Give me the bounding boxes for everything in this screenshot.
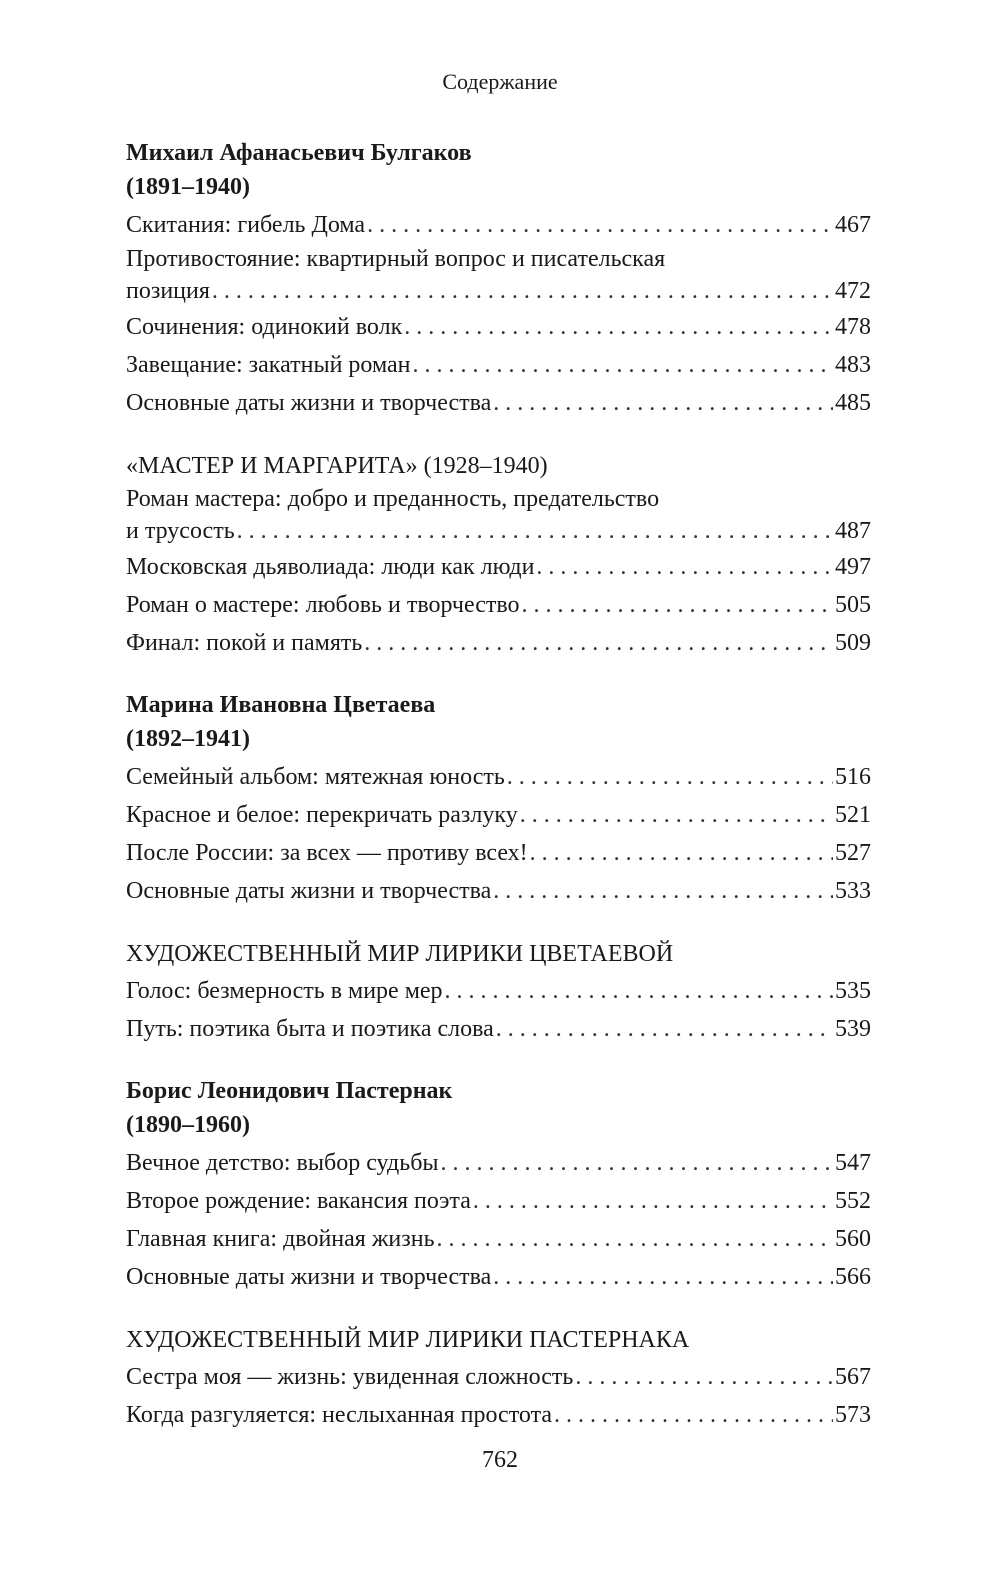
author-name: Марина Ивановна Цветаева — [126, 692, 436, 718]
dot-leader — [412, 346, 833, 384]
entry-title: Второе рождение: вакансия поэта — [126, 1188, 471, 1214]
entry-page: 535 — [835, 978, 871, 1004]
entry-page: 566 — [835, 1264, 871, 1290]
entry-title: Завещание: закатный роман — [126, 352, 411, 378]
entry-page: 552 — [835, 1188, 871, 1214]
toc-entry[interactable] — [126, 548, 871, 586]
entry-title: Московская дьяволиада: люди как люди — [126, 554, 535, 580]
entry-page: 485 — [835, 390, 871, 416]
entry-page: 478 — [835, 314, 871, 340]
author-heading — [126, 1074, 871, 1142]
dot-leader — [437, 1220, 833, 1258]
dot-leader — [473, 1182, 833, 1220]
entry-title: Красное и белое: перекричать разлуку — [126, 802, 518, 828]
toc-entry[interactable] — [126, 796, 871, 834]
toc-entry[interactable] — [126, 346, 871, 384]
entry-title: Путь: поэтика быта и поэтика слова — [126, 1016, 494, 1042]
page-number: 762 — [482, 1447, 518, 1473]
toc-entry[interactable] — [126, 972, 871, 1010]
toc-entry[interactable] — [126, 1396, 871, 1434]
entry-page: 573 — [835, 1402, 871, 1428]
toc-entry[interactable] — [126, 1010, 871, 1048]
toc-entry[interactable] — [126, 872, 871, 910]
dot-leader — [441, 1144, 833, 1182]
dot-leader — [554, 1396, 833, 1434]
entry-title: Семейный альбом: мятежная юность — [126, 764, 505, 790]
dot-leader — [520, 796, 833, 834]
entry-page: 497 — [835, 554, 871, 580]
toc-entry[interactable] — [126, 1220, 871, 1258]
toc-entry[interactable] — [126, 206, 871, 244]
author-heading — [126, 688, 871, 756]
entry-title: Основные даты жизни и творчества — [126, 878, 492, 904]
entry-page: 472 — [835, 278, 871, 304]
author-years: (1891–1940) — [126, 174, 250, 200]
dot-leader — [493, 872, 833, 910]
toc-entry[interactable] — [126, 244, 871, 308]
entry-title: Вечное детство: выбор судьбы — [126, 1150, 439, 1176]
toc-entry[interactable] — [126, 1258, 871, 1296]
entry-page: 527 — [835, 840, 871, 866]
dot-leader — [404, 308, 833, 346]
dot-leader — [522, 586, 833, 624]
entry-page: 509 — [835, 630, 871, 656]
entry-title: Сестра моя — жизнь: увиденная сложность — [126, 1364, 574, 1390]
author-heading — [126, 136, 871, 204]
dot-leader — [364, 624, 833, 662]
entry-page: 539 — [835, 1016, 871, 1042]
toc-entry[interactable] — [126, 1358, 871, 1396]
section-heading: ХУДОЖЕСТВЕННЫЙ МИР ЛИРИКИ ЦВЕТАЕВОЙ — [126, 941, 674, 967]
entry-title: Голос: безмерность в мире мер — [126, 978, 443, 1004]
dot-leader — [496, 1010, 833, 1048]
dot-leader — [493, 1258, 833, 1296]
entry-page: 505 — [835, 592, 871, 618]
dot-leader — [237, 514, 833, 548]
dot-leader — [445, 972, 833, 1010]
toc-entry[interactable] — [126, 484, 871, 548]
toc-entry[interactable] — [126, 384, 871, 422]
dot-leader — [507, 758, 833, 796]
entry-title: Сочинения: одинокий волк — [126, 314, 403, 340]
entry-page: 567 — [835, 1364, 871, 1390]
dot-leader — [493, 384, 833, 422]
entry-title: позиция — [126, 278, 210, 304]
author-years: (1890–1960) — [126, 1112, 250, 1138]
author-name: Михаил Афанасьевич Булгаков — [126, 140, 472, 166]
section-heading: «МАСТЕР И МАРГАРИТА» (1928–1940) — [126, 453, 548, 479]
entry-page: 560 — [835, 1226, 871, 1252]
toc-entry[interactable] — [126, 834, 871, 872]
entry-title: Когда разгуляется: неслыханная простота — [126, 1402, 552, 1428]
entry-page: 467 — [835, 212, 871, 238]
table-of-contents — [126, 136, 871, 1434]
entry-title: После России: за всех — противу всех! — [126, 840, 528, 866]
dot-leader — [536, 548, 833, 586]
author-name: Борис Леонидович Пастернак — [126, 1078, 453, 1104]
running-head: Содержание — [442, 69, 558, 94]
entry-page: 487 — [835, 518, 871, 544]
dot-leader — [575, 1358, 833, 1396]
toc-entry[interactable] — [126, 1144, 871, 1182]
toc-entry[interactable] — [126, 586, 871, 624]
toc-entry[interactable] — [126, 1182, 871, 1220]
author-years: (1892–1941) — [126, 726, 250, 752]
toc-entry[interactable] — [126, 308, 871, 346]
section-heading: ХУДОЖЕСТВЕННЫЙ МИР ЛИРИКИ ПАСТЕРНАКА — [126, 1327, 690, 1353]
entry-page: 533 — [835, 878, 871, 904]
entry-title: Главная книга: двойная жизнь — [126, 1226, 435, 1252]
dot-leader — [530, 834, 833, 872]
entry-title: Основные даты жизни и творчества — [126, 390, 492, 416]
entry-title: Основные даты жизни и творчества — [126, 1264, 492, 1290]
toc-entry[interactable] — [126, 624, 871, 662]
entry-title: Финал: покой и память — [126, 630, 363, 656]
entry-page: 521 — [835, 802, 871, 828]
dot-leader — [367, 206, 833, 244]
entry-title-line1: Роман мастера: добро и преданность, предательство — [126, 486, 660, 512]
entry-title: и трусость — [126, 518, 235, 544]
entry-page: 516 — [835, 764, 871, 790]
entry-title: Роман о мастере: любовь и творчество — [126, 592, 520, 618]
dot-leader — [212, 274, 833, 308]
entry-title: Скитания: гибель Дома — [126, 212, 366, 238]
entry-page: 547 — [835, 1150, 871, 1176]
entry-page: 483 — [835, 352, 871, 378]
toc-entry[interactable] — [126, 758, 871, 796]
entry-title-line1: Противостояние: квартирный вопрос и писательская — [126, 246, 666, 272]
